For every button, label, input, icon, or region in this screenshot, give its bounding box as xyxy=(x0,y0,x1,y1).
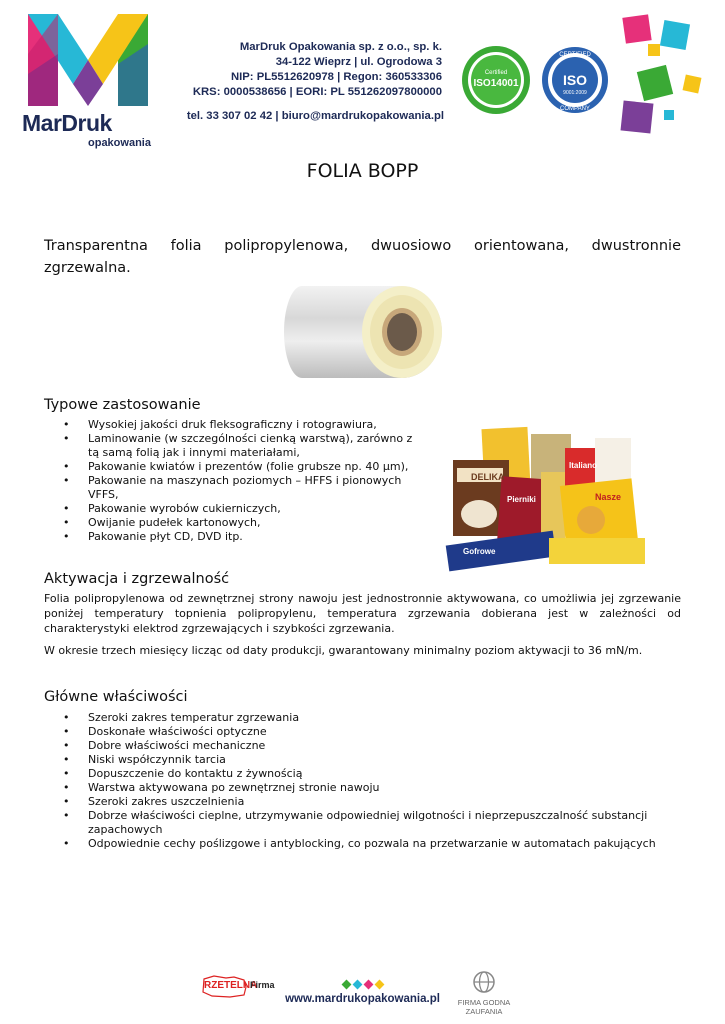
cert2-top-text: CERTIFIED xyxy=(559,52,591,58)
cert2-text: ISO xyxy=(562,72,588,88)
company-line: 34-122 Wieprz | ul. Ogrodowa 3 xyxy=(275,56,442,68)
list-item: • Owijanie pudełek kartonowych, xyxy=(44,516,420,530)
rzetelna-firma-badge xyxy=(200,975,282,999)
footer-diamonds xyxy=(340,976,386,988)
list-item: • Warstwa aktywowana po zewnętrznej stronie nawoju xyxy=(44,781,662,795)
firma-godna-text: FIRMA GODNA xyxy=(457,998,511,1007)
list-item: • Dobre właściwości mechaniczne xyxy=(44,739,662,753)
applications-heading: Typowe zastosowanie xyxy=(44,397,201,413)
list-item: • Szeroki zakres uszczelnienia xyxy=(44,795,662,809)
product-label: Nasze xyxy=(595,492,622,502)
activation-heading: Aktywacja i zgrzewalność xyxy=(44,571,230,587)
product-label: Gofrowe xyxy=(463,547,496,556)
firma-godna-zaufania-badge xyxy=(452,970,516,1018)
list-item: • Pakowanie płyt CD, DVD itp. xyxy=(44,530,420,544)
company-line: MarDruk Opakowania sp. z o.o., sp. k. xyxy=(239,41,442,53)
intro-text-line2: zgrzewalna. xyxy=(44,260,131,276)
cert2-bottom-text: COMPANY xyxy=(560,106,590,112)
cert2-sub-text: 9001:2009 xyxy=(563,90,587,96)
company-logo xyxy=(22,14,152,154)
list-item: • Doskonałe właściwości optyczne xyxy=(44,725,662,739)
product-label: Pierniki xyxy=(507,495,536,504)
list-item: • Dobrze właściwości cieplne, utrzymywanie odpowiedniej wilgotności i nieprzepuszczalność substancji zapachowych xyxy=(44,809,662,837)
iso14001-badge xyxy=(460,44,532,116)
list-item: • Szeroki zakres temperatur zgrzewania xyxy=(44,711,662,725)
activation-paragraph: Folia polipropylenowa od zewnętrznej strony nawoju jest jednostronnie aktywowana, co umożliwia jej zgrzewanie poniżej temperatury topnienia polipropylenu, temperatura zgrzewania dobierana jest w zależności od charakterystyki elektrod zgrzewających i szybkości zgrzewania. xyxy=(44,592,681,635)
cert1-text: ISO14001 xyxy=(473,78,519,89)
list-item: • Pakowanie na maszynach poziomych – HFFS i pionowych VFFS, xyxy=(44,474,420,502)
list-item: • Pakowanie kwiatów i prezentów (folie grubsze np. 40 µm), xyxy=(44,460,420,474)
list-item: • Dopuszczenie do kontaktu z żywnością xyxy=(44,767,662,781)
list-item: • Niski współczynnik tarcia xyxy=(44,753,662,767)
brand-name: MarDruk xyxy=(22,110,112,136)
applications-list xyxy=(44,418,420,544)
properties-list xyxy=(44,711,662,851)
rzetelna-text: RZETELNA xyxy=(204,980,258,991)
logo-m-mark xyxy=(28,14,148,106)
packaged-products-image xyxy=(445,420,648,578)
list-item: • Pakowanie wyrobów cukierniczych, xyxy=(44,502,420,516)
company-line: KRS: 0000538656 | EORI: PL 551262097800000 xyxy=(192,86,442,98)
product-label: DELIKA xyxy=(471,472,505,482)
company-contact: tel. 33 307 02 42 | biuro@mardrukopakowania.pl xyxy=(186,110,444,122)
website-link[interactable]: www.mardrukopakowania.pl xyxy=(285,993,440,1005)
globe-icon xyxy=(472,970,496,994)
company-address xyxy=(160,40,442,100)
decorative-squares xyxy=(612,10,712,145)
properties-heading: Główne właściwości xyxy=(44,689,188,705)
list-item: • Laminowanie (w szczególności cienką warstwą), zarówno z tą samą folią jak i innymi materiałami, xyxy=(44,432,420,460)
document-title: FOLIA BOPP xyxy=(306,160,419,182)
zaufania-text: ZAUFANIA xyxy=(465,1007,503,1016)
cert1-top-text: Certified xyxy=(484,70,508,76)
list-item: • Odpowiednie cechy poślizgowe i antyblocking, co pozwala na przetwarzanie w automatach pakujących xyxy=(44,837,662,851)
list-item: • Wysokiej jakości druk fleksograficzny i rotograwiura, xyxy=(44,418,420,432)
activation-guarantee: W okresie trzech miesięcy licząc od daty produkcji, gwarantowany minimalny poziom aktywacji to 36 mN/m. xyxy=(44,644,643,657)
intro-text-line1: Transparentna folia polipropylenowa, dwuosiowo orientowana, dwustronnie xyxy=(44,238,681,254)
company-line: NIP: PL5512620978 | Regon: 360533306 xyxy=(230,71,442,83)
film-roll-image xyxy=(280,280,450,380)
product-label: Italiano xyxy=(569,461,598,470)
brand-subtitle: opakowania xyxy=(88,137,151,149)
iso9001-badge xyxy=(540,44,610,116)
rzetelna-firma-text: Firma xyxy=(250,980,275,990)
